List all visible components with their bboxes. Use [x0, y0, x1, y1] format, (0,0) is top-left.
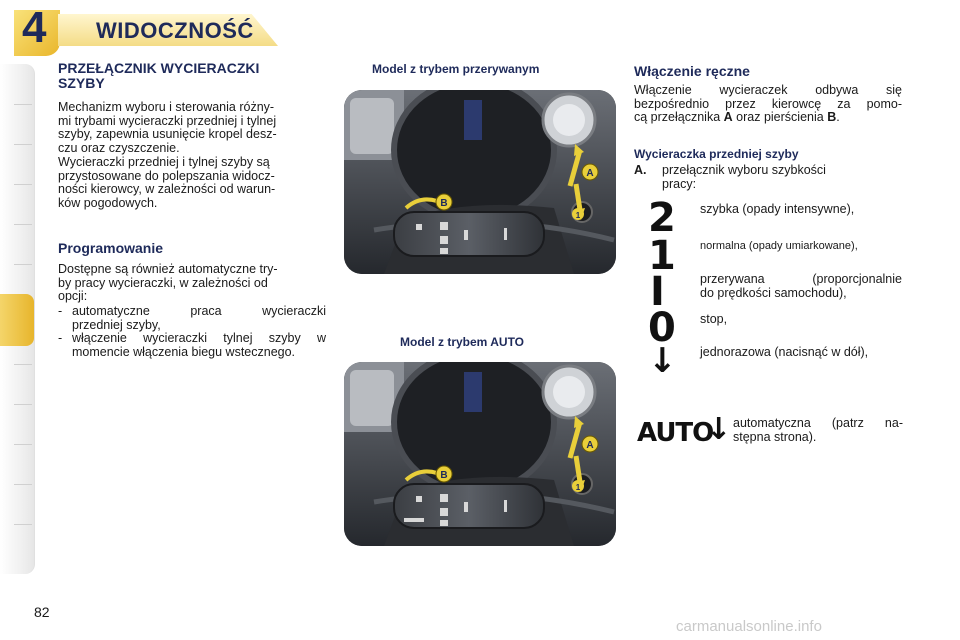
side-tab-divider: [14, 444, 32, 445]
marker-b-label: B: [440, 470, 448, 481]
selector-label: A.: [634, 163, 647, 177]
marker-1-label: 1: [575, 211, 581, 220]
text-line: pracy:: [662, 176, 697, 191]
text-span: cą przełącznika: [634, 110, 721, 124]
side-tab-divider: [14, 144, 32, 145]
watermark: carmanualsonline.info: [676, 618, 822, 635]
zero-symbol: 0: [648, 305, 676, 351]
page-title: WIDOCZNOŚĆ: [96, 18, 254, 43]
side-tab-divider: [14, 524, 32, 525]
wiper-stalk-photo-intermittent: [344, 90, 616, 274]
side-tab-divider: [14, 404, 32, 405]
marker-a-label: A: [586, 168, 594, 179]
side-tab-divider: [14, 104, 32, 105]
text-line: przerywana (proporcjonalnie: [700, 272, 902, 286]
page-number: 82: [34, 604, 50, 620]
chapter-number: 4: [22, 3, 47, 52]
down-arrow-symbol: ↓: [648, 341, 677, 381]
text-line: Dostępne są również automatyczne try-: [58, 262, 278, 276]
text-line: przełącznik wyboru szybkości: [662, 163, 826, 177]
side-tab-strip: [0, 64, 35, 574]
side-tab-divider: [14, 364, 32, 365]
list-item: [58, 305, 326, 332]
side-tab-divider: [14, 184, 32, 185]
text-line: do prędkości samochodu),: [700, 285, 847, 300]
position-0-text: stop,: [700, 312, 728, 326]
side-tab-divider: [14, 224, 32, 225]
position-2-text: szybka (opady intensywne),: [700, 202, 855, 216]
marker-a-label: A: [586, 440, 594, 451]
text-line: Wycieraczki przedniej i tylnej szyby są: [58, 155, 270, 169]
list-text: włączenie wycieraczki tylnej szyby w: [72, 331, 326, 345]
text-line: mi trybami wycieraczki przedniej i tylnej: [58, 113, 277, 128]
intermittent-symbol: I: [650, 269, 665, 315]
text-line: Włączenie wycieraczek odbywa się: [634, 83, 902, 97]
list-dash: -: [58, 331, 63, 345]
position-intermittent-text: [700, 273, 902, 300]
marker-1-label: 1: [575, 483, 581, 492]
heading-line: PRZEŁĄCZNIK WYCIERACZKI: [58, 60, 260, 76]
list-text: przedniej szyby,: [72, 317, 161, 332]
marker-b-label: B: [440, 198, 448, 209]
ring-b-ref: B: [827, 110, 837, 124]
text-line: ności kierowcy, w zależności od warun-: [58, 182, 276, 196]
text-line: opcji:: [58, 289, 88, 303]
text-line: ków pogodowych.: [58, 195, 158, 210]
text-line: przystosowane do polepszania widocz-: [58, 168, 275, 183]
auto-symbol: AUTO: [637, 418, 714, 448]
position-1-text: normalna (opady umiarkowane),: [700, 240, 858, 252]
text-span: oraz pierścienia: [736, 110, 824, 124]
wiper-stalk-photo-auto: [344, 362, 616, 546]
text-line: [634, 111, 902, 125]
section-heading-manual: Włączenie ręczne: [634, 63, 750, 79]
caption-auto-model: Model z trybem AUTO: [400, 335, 525, 349]
caption-intermittent-model: Model z trybem przerywanym: [372, 62, 540, 76]
section-heading-programming: Programowanie: [58, 240, 164, 256]
text-line: automatyczna (patrz na-: [733, 416, 903, 430]
auto-down-arrow-icon: ↓: [706, 412, 732, 447]
position-single-text: jednorazowa (nacisnąć w dół),: [700, 345, 869, 359]
side-tab-divider: [14, 264, 32, 265]
selector-description: [634, 164, 894, 191]
text-line: by pracy wycieraczki, w zależności od: [58, 275, 268, 290]
one-symbol: 1: [648, 233, 676, 279]
manual-paragraph: [634, 84, 902, 125]
section-heading-wiper-switch: [58, 61, 259, 91]
side-tab-divider: [14, 484, 32, 485]
text-line: czu oraz czyszczenie.: [58, 140, 180, 155]
adaptation-paragraph: [58, 156, 326, 210]
position-auto-text: [733, 417, 903, 444]
list-dash: -: [58, 304, 63, 318]
text-line: szyby, zapewnia usunięcie kropel desz-: [58, 127, 277, 141]
intro-paragraph: [58, 101, 326, 155]
text-span: .: [836, 110, 840, 124]
section-heading-front-wiper: Wycieraczka przedniej szyby: [634, 147, 799, 161]
programming-paragraph: [58, 263, 326, 304]
list-item: [58, 332, 326, 359]
list-text: momencie włączenia biegu wstecznego.: [72, 344, 296, 359]
text-line: stępna strona).: [733, 429, 817, 444]
switch-a-ref: A: [723, 110, 733, 124]
heading-line: SZYBY: [58, 75, 105, 91]
text-line: bezpośrednio przez kierowcę za pomo-: [634, 96, 902, 111]
two-symbol: 2: [648, 195, 676, 241]
side-tab-active-chapter[interactable]: [0, 294, 34, 346]
text-line: Mechanizm wyboru i sterowania różny-: [58, 100, 275, 114]
list-text: automatyczne praca wycieraczki: [72, 304, 326, 318]
